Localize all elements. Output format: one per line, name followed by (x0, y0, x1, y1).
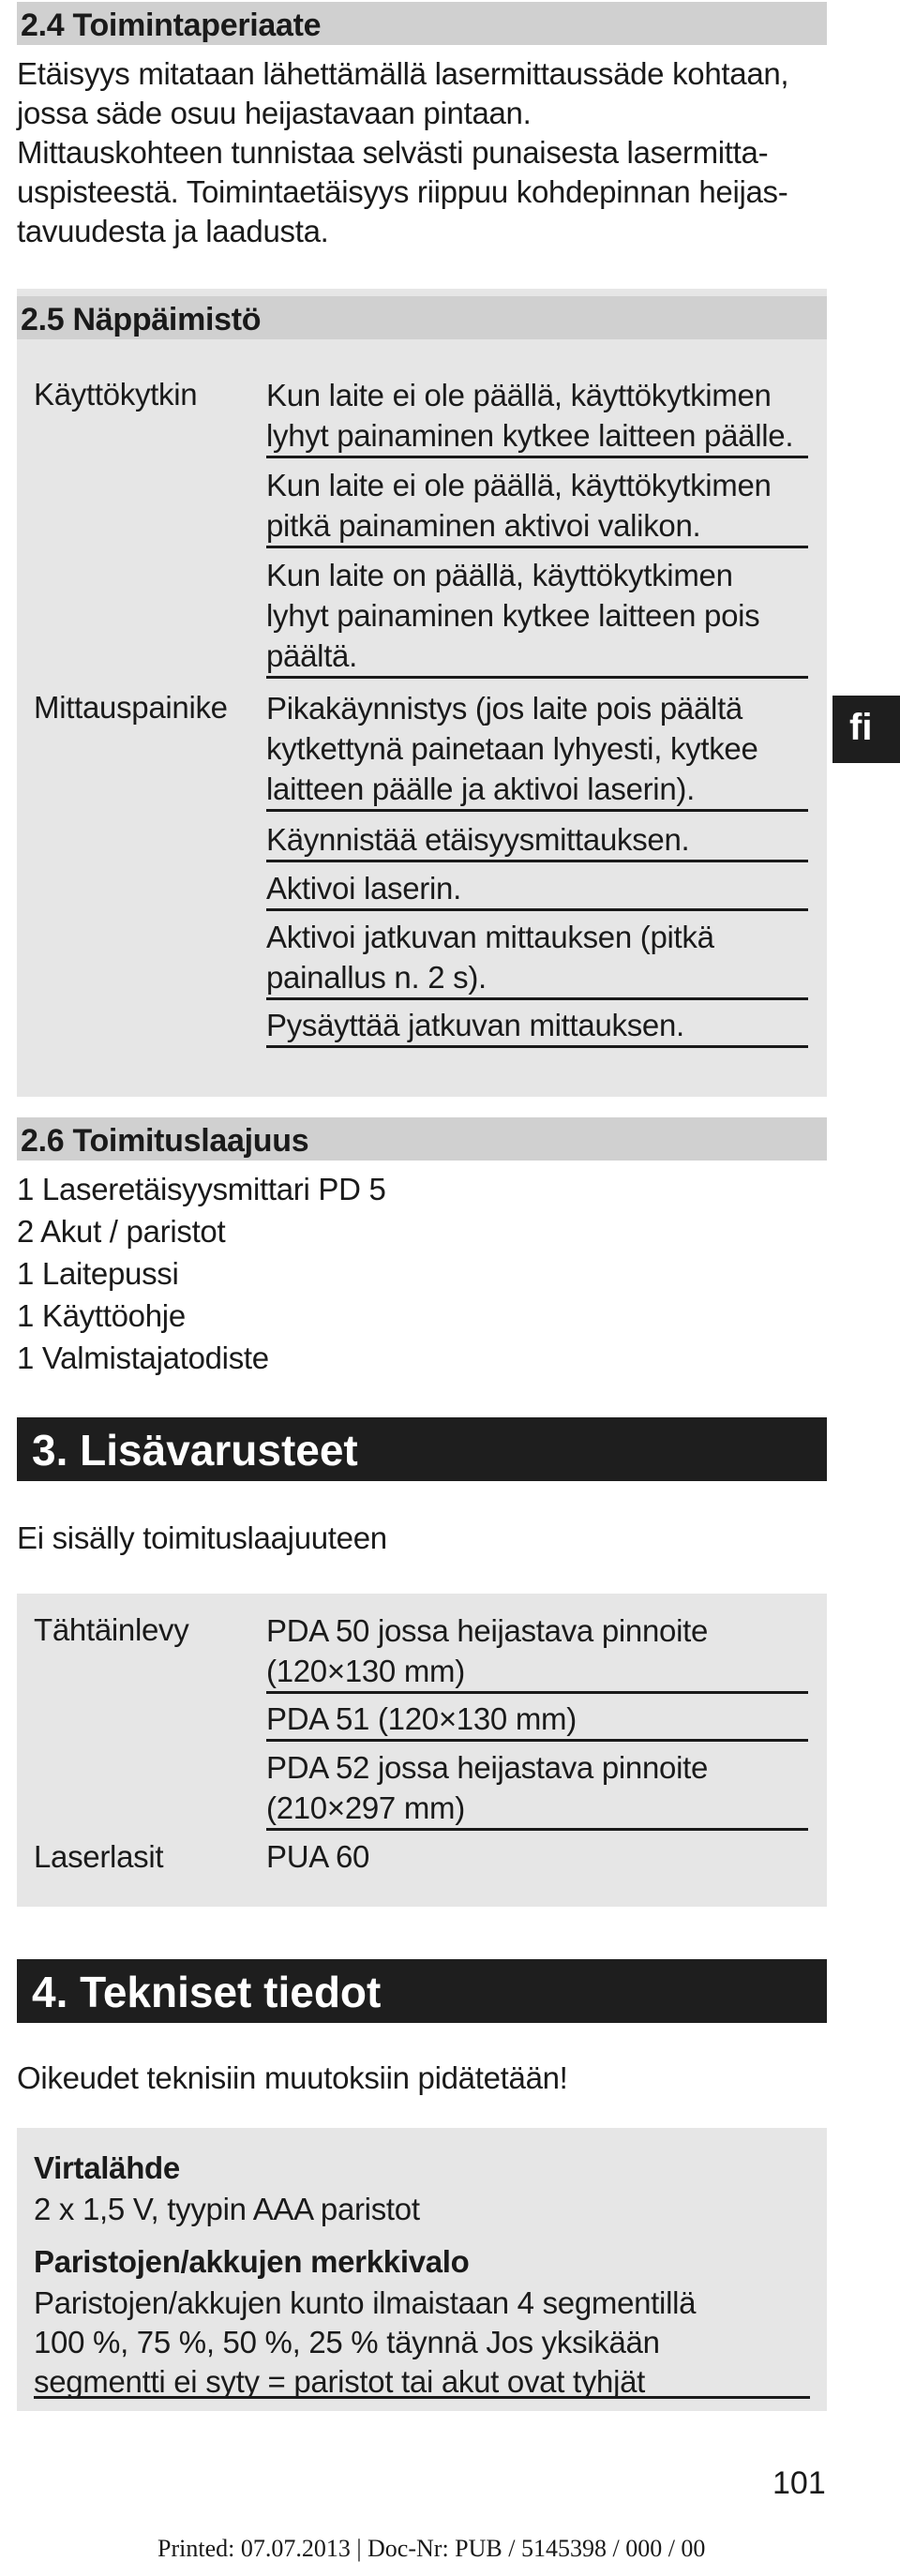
body-line: Mittauskohteen tunnistaa selvästi punaisesta lasermitta- (17, 135, 769, 170)
entry-line: lyhyt painaminen kytkee laitteen pois (266, 598, 760, 633)
entry-line: pitkä painaminen aktivoi valikon. (266, 508, 701, 543)
measure-entry (266, 1005, 808, 1048)
power-entry (266, 465, 808, 548)
entry-line: Käynnistää etäisyysmittauksen. (266, 822, 690, 857)
section-2-5-header (17, 296, 827, 339)
body-line: Etäisyys mitataan lähettämällä lasermittaussäde kohtaan, (17, 56, 789, 91)
entry-line: kytkettynä painetaan lyhyesti, kytkee (266, 731, 758, 766)
body-line: 100 %, 75 %, 50 %, 25 % täynnä Jos yksikään (34, 2325, 660, 2359)
list-item: 1 Valmistajatodiste (17, 1340, 269, 1375)
measure-entry (266, 688, 808, 812)
delivery-list (17, 1168, 386, 1379)
entry-line: laitteen päälle ja aktivoi laserin). (266, 771, 695, 806)
language-code: fi (849, 707, 873, 748)
entry-line: (120×130 mm) (266, 1654, 465, 1688)
section-2-4-title: 2.4 Toimintaperiaate (21, 7, 322, 43)
list-item: 1 Laseretäisyysmittari PD 5 (17, 1172, 386, 1206)
list-item: 2 Akut / paristot (17, 1214, 226, 1249)
battery-indicator-heading: Paristojen/akkujen merkkivalo (34, 2244, 470, 2279)
print-footer: Printed: 07.07.2013 | Doc-Nr: PUB / 5145398 / 000 / 00 (158, 2535, 706, 2562)
section-4-title: 4. Tekniset tiedot (32, 1968, 382, 2016)
measure-entry (266, 917, 808, 1000)
section-2-5-title: 2.5 Näppäimistö (21, 302, 262, 337)
entry-line: painallus n. 2 s). (266, 960, 487, 995)
laser-glasses-label: Laserlasit (34, 1839, 164, 1874)
entry-line: päältä. (266, 638, 357, 673)
accessories-note: Ei sisälly toimituslaajuuteen (17, 1520, 387, 1555)
entry-line: (210×297 mm) (266, 1790, 465, 1825)
plate-entry (266, 1747, 808, 1831)
plate-entry (266, 1699, 808, 1742)
section-2-6-header (17, 1117, 827, 1161)
entry-line: Aktivoi jatkuvan mittauksen (pitkä (266, 920, 714, 954)
entry-line: Aktivoi laserin. (266, 871, 461, 906)
entry-line: lyhyt painaminen kytkee laitteen päälle. (266, 418, 794, 453)
body-line: jossa säde osuu heijastavaan pintaan. (17, 96, 532, 130)
list-item: 1 Laitepussi (17, 1256, 179, 1291)
entry-line: PDA 51 (120×130 mm) (266, 1701, 577, 1736)
list-item: 1 Käyttöohje (17, 1298, 186, 1333)
language-tab (832, 696, 900, 763)
body-line: tavuudesta ja laadusta. (17, 214, 329, 248)
entry-line: PDA 52 jossa heijastava pinnoite (266, 1750, 709, 1785)
section-2-4-header (17, 2, 827, 45)
section-3-header (17, 1417, 827, 1481)
body-line: uspisteestä. Toimintaetäisyys riippuu kohdepinnan heijas- (17, 174, 788, 209)
body-line: Paristojen/akkujen kunto ilmaistaan 4 segmentillä (34, 2285, 697, 2320)
technical-note: Oikeudet teknisiin muutoksiin pidätetään! (17, 2060, 568, 2095)
laser-glasses-value: PUA 60 (266, 1839, 370, 1874)
body-line: segmentti ei syty = paristot tai akut ovat tyhjät (34, 2364, 646, 2399)
measure-button-label: Mittauspainike (34, 690, 228, 725)
entry-line: PDA 50 jossa heijastava pinnoite (266, 1613, 709, 1648)
section-2-4-body (17, 54, 788, 251)
power-supply-heading: Virtalähde (34, 2150, 180, 2185)
plate-entry (266, 1610, 808, 1694)
section-2-6-title: 2.6 Toimituslaajuus (21, 1123, 309, 1159)
entry-line: Kun laite ei ole päällä, käyttökytkimen (266, 378, 772, 412)
entry-line: Kun laite ei ole päällä, käyttökytkimen (266, 468, 772, 502)
power-supply-value: 2 x 1,5 V, tyypin AAA paristot (34, 2192, 420, 2226)
target-plate-label: Tähtäinlevy (34, 1612, 189, 1647)
page-number: 101 (772, 2465, 826, 2501)
section-3-title: 3. Lisävarusteet (32, 1426, 358, 1475)
entry-line: Pysäyttää jatkuvan mittauksen. (266, 1008, 684, 1042)
entry-line: Pikakäynnistys (jos laite pois päältä (266, 691, 742, 726)
power-switch-label: Käyttökytkin (34, 377, 198, 412)
measure-entry (266, 868, 808, 911)
battery-divider (34, 2396, 810, 2399)
power-entry (266, 555, 808, 679)
section-4-header (17, 1959, 827, 2023)
battery-indicator-body (34, 2284, 696, 2402)
measure-entry (266, 819, 808, 862)
entry-line: Kun laite on päällä, käyttökytkimen (266, 558, 733, 592)
power-entry (266, 375, 808, 458)
